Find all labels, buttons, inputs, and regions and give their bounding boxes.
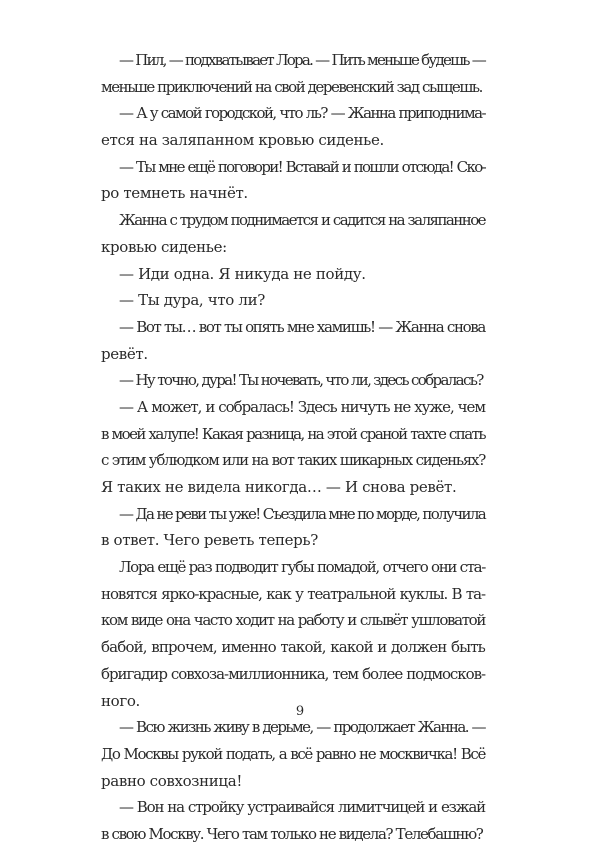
text-line: — Ты мне ещё поговори! Вставай и пошли отсюда! Ско- <box>119 157 485 176</box>
text-line: в ответ. Чего реветь теперь? <box>101 531 318 550</box>
text-line: — Всю жизнь живу в дерьме, — продолжает Жанна. — <box>119 718 485 737</box>
text-line: — Ты дура, что ли? <box>119 291 265 310</box>
text-line: ком виде она часто ходит на работу и слывёт ушловатой <box>101 611 485 630</box>
text-line: бабой, впрочем, именно такой, какой и должен быть <box>101 638 485 657</box>
text-line: ревёт. <box>101 344 148 363</box>
text-line: — Вот ты… вот ты опять мне хамишь! — Жанна снова <box>119 317 485 336</box>
text-line: — Вон на стройку устраивайся лимитчицей и езжай <box>119 798 485 817</box>
text-line: ного. <box>101 691 140 710</box>
text-line: в свою Москву. Чего там только не видела? Телебашню? <box>101 824 483 843</box>
text-line: — Да не реви ты уже! Съездила мне по морде, получила <box>119 504 485 523</box>
text-line: — А может, и собралась! Здесь ничуть не хуже, чем <box>119 397 485 416</box>
page-body-text <box>101 47 485 848</box>
text-line: ро темнеть начнёт. <box>101 184 248 203</box>
text-line: бригадир совхоза-миллионника, тем более подмосков- <box>101 664 485 683</box>
text-line: ется на заляпанном кровью сиденье. <box>101 131 384 150</box>
text-line: новятся ярко-красные, как у театральной куклы. В та- <box>101 584 485 603</box>
text-line: — Ну точно, дура! Ты ночевать, что ли, здесь собралась? <box>119 371 483 390</box>
text-line: Жанна с трудом поднимается и садится на заляпанное <box>119 211 485 230</box>
text-line: меньше приключений на свой деревенский зад сыщешь. <box>101 77 482 96</box>
text-line: с этим ублюдком или на вот таких шикарных сиденьях? <box>101 451 485 470</box>
text-line: Я таких не видела никогда… — И снова ревёт. <box>101 478 457 496</box>
page-number: 9 <box>295 704 305 719</box>
text-line: — А у самой городской, что ль? — Жанна приподнима- <box>119 104 485 123</box>
text-line: — Иди одна. Я никуда не пойду. <box>119 264 366 283</box>
text-line: До Москвы рукой подать, а всё равно не москвичка! Всё <box>101 744 485 763</box>
text-line: кровью сиденье: <box>101 237 227 256</box>
text-line: равно совхозница! <box>101 771 242 790</box>
text-line: в моей халупе! Какая разница, на этой сраной тахте спать <box>101 424 485 443</box>
text-line: Лора ещё раз подводит губы помадой, отчего они ста- <box>119 558 485 577</box>
text-line: — Пил, — подхватывает Лора. — Пить меньше будешь — <box>119 51 485 69</box>
